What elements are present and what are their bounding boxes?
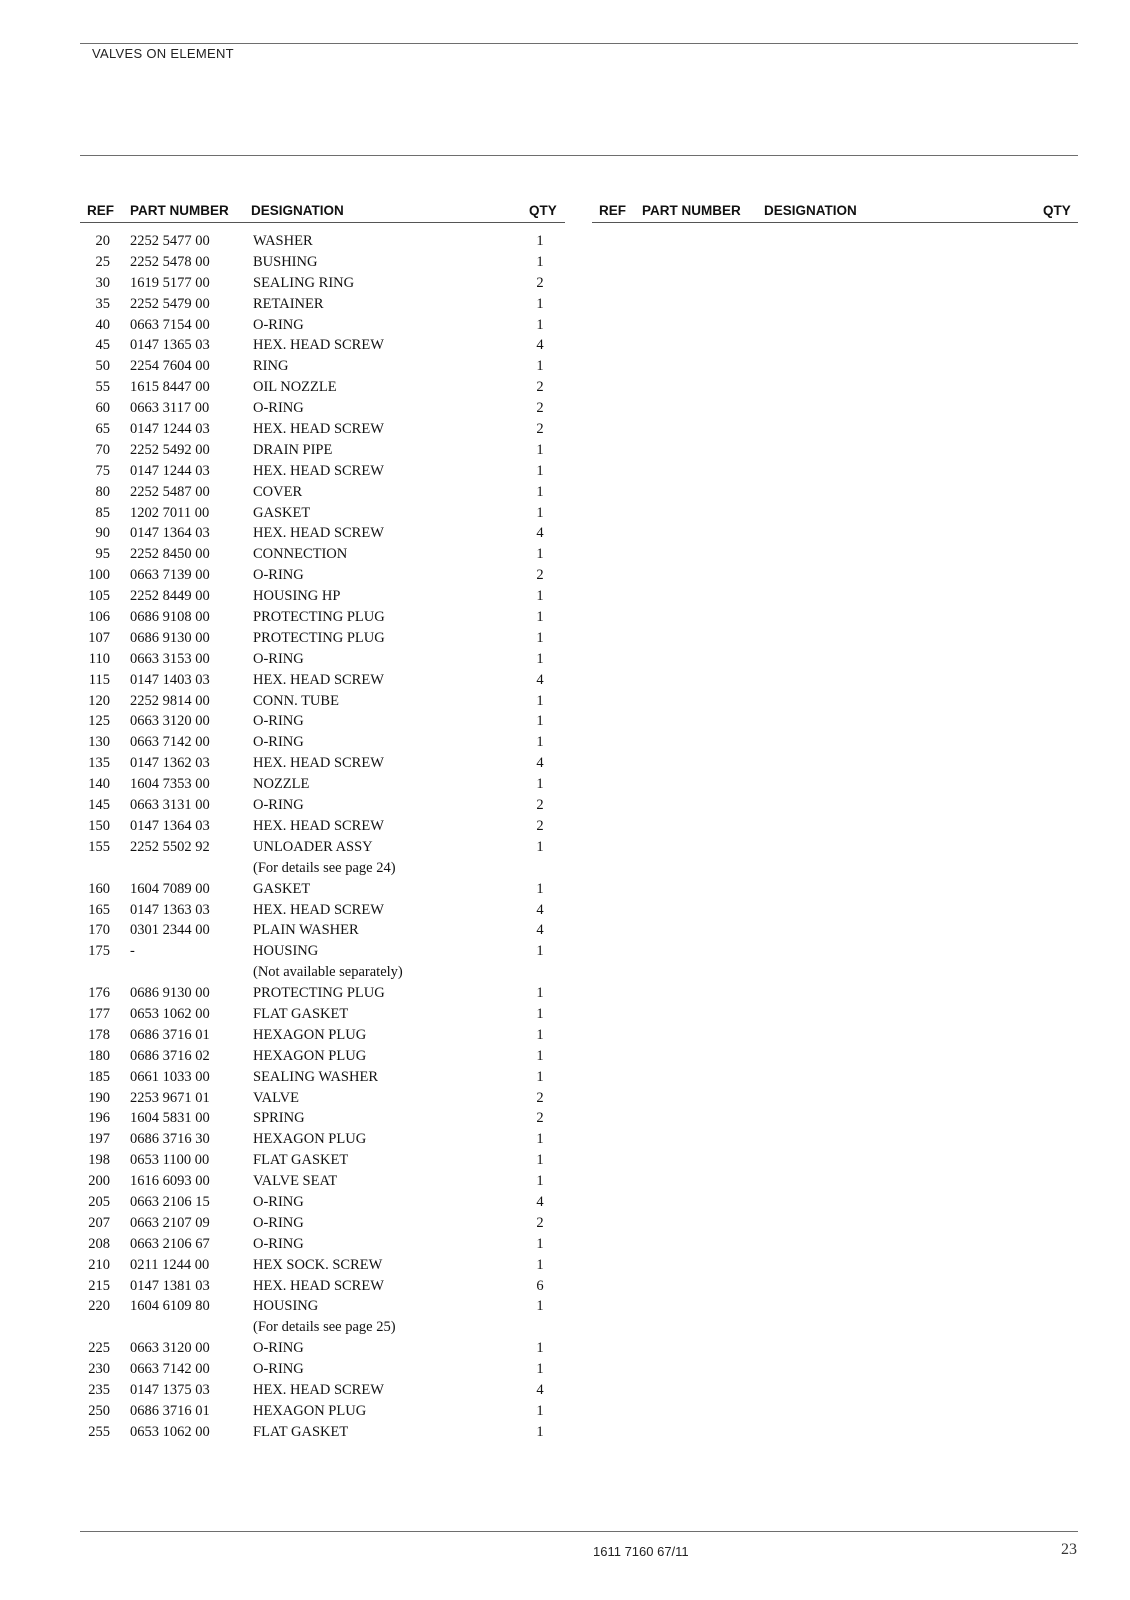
table-row (0, 693, 600, 714)
part-number-cell: 0663 7142 00 (130, 734, 210, 751)
part-number-cell: 0147 1362 03 (130, 755, 210, 772)
part-number-cell: 0686 3716 01 (130, 1402, 210, 1419)
designation-cell: VALVE SEAT (253, 1173, 338, 1190)
parts-list (0, 233, 600, 1445)
qty-cell: 2 (536, 797, 544, 814)
qty-cell: 1 (536, 1005, 544, 1022)
ref-cell: 155 (88, 838, 110, 855)
qty-cell: 1 (536, 1256, 544, 1273)
ref-cell: 125 (88, 713, 110, 730)
table-row (0, 713, 600, 734)
part-number-cell: - (130, 943, 135, 960)
qty-cell: 1 (536, 441, 544, 458)
qty-cell: 1 (536, 609, 544, 626)
designation-cell: O-RING (253, 1361, 304, 1378)
part-number-cell: 2252 5487 00 (130, 483, 210, 500)
section-title: VALVES ON ELEMENT (92, 46, 234, 61)
ref-cell: 230 (88, 1361, 110, 1378)
table-row (0, 609, 600, 630)
table-row (0, 484, 600, 505)
ref-cell: 105 (88, 588, 110, 605)
table-row (0, 317, 600, 338)
table-row (0, 1069, 600, 1090)
ref-cell: 160 (88, 880, 110, 897)
qty-cell: 4 (536, 525, 544, 542)
table-row (0, 797, 600, 818)
header-divider (80, 155, 1078, 156)
designation-cell: O-RING (253, 1214, 304, 1231)
designation-cell: FLAT GASKET (253, 1005, 349, 1022)
part-number-cell: 0663 3131 00 (130, 797, 210, 814)
designation-cell: DRAIN PIPE (253, 441, 333, 458)
qty-cell: 4 (536, 671, 544, 688)
designation-cell: PROTECTING PLUG (253, 609, 385, 626)
part-number-cell: 0663 3153 00 (130, 650, 210, 667)
table-row (0, 860, 600, 881)
col-qty-header-right: QTY (1043, 203, 1071, 218)
table-row (0, 1215, 600, 1236)
part-number-cell: 0661 1033 00 (130, 1068, 210, 1085)
part-number-cell: 2252 5479 00 (130, 295, 210, 312)
table-row (0, 1257, 600, 1278)
designation-cell: VALVE (253, 1089, 299, 1106)
part-number-cell: 0663 3120 00 (130, 713, 210, 730)
qty-cell: 1 (536, 629, 544, 646)
qty-cell: 4 (536, 922, 544, 939)
ref-cell: 175 (88, 943, 110, 960)
designation-cell: OIL NOZZLE (253, 379, 337, 396)
table-row (0, 985, 600, 1006)
ref-cell: 140 (88, 776, 110, 793)
ref-cell: 20 (95, 233, 110, 249)
qty-cell: 4 (536, 1193, 544, 1210)
designation-cell: O-RING (253, 734, 304, 751)
footer-rule (80, 1531, 1078, 1532)
ref-cell: 110 (88, 650, 110, 667)
designation-cell: O-RING (253, 316, 304, 333)
ref-cell: 85 (95, 504, 110, 521)
table-row (0, 358, 600, 379)
designation-cell: PROTECTING PLUG (253, 629, 385, 646)
part-number-cell: 1604 5831 00 (130, 1110, 210, 1127)
designation-cell: O-RING (253, 1235, 304, 1252)
qty-cell: 1 (536, 1152, 544, 1169)
ref-cell: 176 (88, 985, 110, 1002)
designation-cell: HEX. HEAD SCREW (253, 755, 384, 772)
designation-cell: SEALING WASHER (253, 1068, 378, 1085)
designation-cell: HEX. HEAD SCREW (253, 1277, 384, 1294)
designation-cell: HEXAGON PLUG (253, 1131, 367, 1148)
designation-cell: PROTECTING PLUG (253, 985, 385, 1002)
designation-cell: O-RING (253, 400, 304, 417)
designation-cell: COVER (253, 483, 303, 500)
table-row (0, 818, 600, 839)
col-part-number-header-right: PART NUMBER (642, 203, 741, 218)
designation-cell: HOUSING (253, 1298, 319, 1315)
ref-cell: 165 (88, 901, 110, 918)
table-row (0, 630, 600, 651)
table-row (0, 463, 600, 484)
qty-cell: 1 (536, 1235, 544, 1252)
table-row (0, 651, 600, 672)
designation-cell: SEALING RING (253, 274, 355, 291)
table-row (0, 1236, 600, 1257)
ref-cell: 177 (88, 1005, 110, 1022)
ref-cell: 207 (88, 1214, 110, 1231)
part-number-cell: 0301 2344 00 (130, 922, 210, 939)
part-number-cell: 0663 3120 00 (130, 1340, 210, 1357)
table-row (0, 275, 600, 296)
qty-cell: 1 (536, 546, 544, 563)
qty-cell: 4 (536, 755, 544, 772)
document-number: 1611 7160 67/11 (593, 1544, 689, 1559)
part-number-cell: 0147 1403 03 (130, 671, 210, 688)
right-header-underline (592, 222, 1078, 223)
left-header-underline (80, 222, 565, 223)
table-row (0, 1278, 600, 1299)
table-row (0, 1173, 600, 1194)
part-number-cell: 2252 5492 00 (130, 441, 210, 458)
part-number-cell: 1604 7089 00 (130, 880, 210, 897)
col-ref-header-right: REF (599, 203, 626, 218)
part-number-cell: 0147 1363 03 (130, 901, 210, 918)
designation-cell: SPRING (253, 1110, 305, 1127)
ref-cell: 150 (88, 817, 110, 834)
part-number-cell: 1616 6093 00 (130, 1173, 210, 1190)
part-number-cell: 0147 1365 03 (130, 337, 210, 354)
table-row (0, 922, 600, 943)
designation-cell: UNLOADER ASSY (253, 838, 373, 855)
table-row (0, 525, 600, 546)
qty-cell: 1 (536, 1026, 544, 1043)
ref-cell: 30 (95, 274, 110, 291)
qty-cell: 1 (536, 504, 544, 521)
designation-cell: HEX. HEAD SCREW (253, 671, 384, 688)
table-row (0, 505, 600, 526)
page-number: 23 (1061, 1541, 1077, 1558)
designation-cell: HEX. HEAD SCREW (253, 525, 384, 542)
table-row (0, 1090, 600, 1111)
ref-cell: 130 (88, 734, 110, 751)
ref-cell: 208 (88, 1235, 110, 1252)
designation-cell: HOUSING (253, 943, 319, 960)
designation-cell: HEX. HEAD SCREW (253, 901, 384, 918)
ref-cell: 215 (88, 1277, 110, 1294)
qty-cell: 1 (536, 880, 544, 897)
table-row (0, 943, 600, 964)
col-ref-header: REF (87, 203, 114, 218)
top-rule (80, 43, 1078, 44)
part-number-cell: 2252 5502 92 (130, 838, 210, 855)
qty-cell: 1 (536, 295, 544, 312)
designation-cell: PLAIN WASHER (253, 922, 359, 939)
designation-cell: O-RING (253, 713, 304, 730)
part-number-cell: 1604 7353 00 (130, 776, 210, 793)
ref-cell: 25 (95, 253, 110, 270)
designation-cell: O-RING (253, 797, 304, 814)
ref-cell: 210 (88, 1256, 110, 1273)
designation-cell: (Not available separately) (253, 964, 403, 981)
col-qty-header: QTY (529, 203, 557, 218)
qty-cell: 1 (536, 316, 544, 333)
designation-cell: HEXAGON PLUG (253, 1047, 367, 1064)
ref-cell: 55 (95, 379, 110, 396)
table-row (0, 964, 600, 985)
ref-cell: 120 (88, 692, 110, 709)
qty-cell: 2 (536, 400, 544, 417)
part-number-cell: 2252 5477 00 (130, 233, 210, 249)
qty-cell: 1 (536, 713, 544, 730)
qty-cell: 1 (536, 838, 544, 855)
designation-cell: CONNECTION (253, 546, 348, 563)
ref-cell: 255 (88, 1423, 110, 1440)
ref-cell: 225 (88, 1340, 110, 1357)
table-row (0, 1319, 600, 1340)
qty-cell: 2 (536, 567, 544, 584)
ref-cell: 35 (95, 295, 110, 312)
designation-cell: HOUSING HP (253, 588, 341, 605)
table-row (0, 1131, 600, 1152)
part-number-cell: 0663 3117 00 (130, 400, 210, 417)
table-row (0, 379, 600, 400)
qty-cell: 1 (536, 483, 544, 500)
ref-cell: 45 (95, 337, 110, 354)
part-number-cell: 0686 9130 00 (130, 985, 210, 1002)
table-row (0, 254, 600, 275)
col-designation-header: DESIGNATION (251, 203, 344, 218)
qty-cell: 2 (536, 1110, 544, 1127)
table-row (0, 337, 600, 358)
designation-cell: RETAINER (253, 295, 324, 312)
qty-cell: 2 (536, 1089, 544, 1106)
part-number-cell: 0147 1364 03 (130, 817, 210, 834)
ref-cell: 135 (88, 755, 110, 772)
table-row (0, 1152, 600, 1173)
qty-cell: 1 (536, 1361, 544, 1378)
part-number-cell: 2252 9814 00 (130, 692, 210, 709)
table-row (0, 1048, 600, 1069)
part-number-cell: 2254 7604 00 (130, 358, 210, 375)
designation-cell: NOZZLE (253, 776, 310, 793)
table-row (0, 588, 600, 609)
part-number-cell: 0653 1100 00 (130, 1152, 210, 1169)
part-number-cell: 0663 7139 00 (130, 567, 210, 584)
ref-cell: 185 (88, 1068, 110, 1085)
designation-cell: FLAT GASKET (253, 1423, 349, 1440)
ref-cell: 80 (95, 483, 110, 500)
designation-cell: O-RING (253, 650, 304, 667)
qty-cell: 1 (536, 588, 544, 605)
part-number-cell: 2253 9671 01 (130, 1089, 210, 1106)
part-number-cell: 2252 8449 00 (130, 588, 210, 605)
ref-cell: 106 (88, 609, 110, 626)
designation-cell: O-RING (253, 567, 304, 584)
table-row (0, 776, 600, 797)
table-row (0, 755, 600, 776)
designation-cell: HEX. HEAD SCREW (253, 421, 384, 438)
ref-cell: 220 (88, 1298, 110, 1315)
part-number-cell: 0686 3716 01 (130, 1026, 210, 1043)
designation-cell: HEX. HEAD SCREW (253, 462, 384, 479)
ref-cell: 196 (88, 1110, 110, 1127)
designation-cell: (For details see page 24) (253, 859, 396, 876)
qty-cell: 2 (536, 817, 544, 834)
ref-cell: 65 (95, 421, 110, 438)
ref-cell: 145 (88, 797, 110, 814)
qty-cell: 1 (536, 1173, 544, 1190)
table-row (0, 1006, 600, 1027)
table-row (0, 672, 600, 693)
designation-cell: FLAT GASKET (253, 1152, 349, 1169)
table-row (0, 1361, 600, 1382)
ref-cell: 60 (95, 400, 110, 417)
part-number-cell: 0653 1062 00 (130, 1423, 210, 1440)
designation-cell: GASKET (253, 880, 311, 897)
part-number-cell: 1604 6109 80 (130, 1298, 210, 1315)
ref-cell: 205 (88, 1193, 110, 1210)
qty-cell: 1 (536, 233, 544, 249)
table-row (0, 1382, 600, 1403)
table-row (0, 902, 600, 923)
part-number-cell: 0147 1244 03 (130, 421, 210, 438)
part-number-cell: 1619 5177 00 (130, 274, 210, 291)
table-row (0, 839, 600, 860)
ref-cell: 70 (95, 441, 110, 458)
qty-cell: 1 (536, 734, 544, 751)
ref-cell: 100 (88, 567, 110, 584)
qty-cell: 1 (536, 462, 544, 479)
designation-cell: HEX. HEAD SCREW (253, 337, 384, 354)
qty-cell: 2 (536, 379, 544, 396)
table-row (0, 1194, 600, 1215)
table-row (0, 421, 600, 442)
part-number-cell: 0686 9108 00 (130, 609, 210, 626)
ref-cell: 115 (88, 671, 110, 688)
part-number-cell: 0663 2106 67 (130, 1235, 210, 1252)
qty-cell: 1 (536, 1340, 544, 1357)
ref-cell: 235 (88, 1381, 110, 1398)
table-row (0, 442, 600, 463)
part-number-cell: 0686 3716 30 (130, 1131, 210, 1148)
part-number-cell: 0663 2107 09 (130, 1214, 210, 1231)
part-number-cell: 0663 7142 00 (130, 1361, 210, 1378)
qty-cell: 2 (536, 274, 544, 291)
table-row (0, 296, 600, 317)
table-row (0, 1340, 600, 1361)
designation-cell: GASKET (253, 504, 311, 521)
qty-cell: 1 (536, 1402, 544, 1419)
designation-cell: WASHER (253, 233, 313, 249)
qty-cell: 2 (536, 1214, 544, 1231)
part-number-cell: 0686 9130 00 (130, 629, 210, 646)
qty-cell: 1 (536, 692, 544, 709)
designation-cell: HEX. HEAD SCREW (253, 1381, 384, 1398)
part-number-cell: 2252 5478 00 (130, 253, 210, 270)
col-part-number-header: PART NUMBER (130, 203, 229, 218)
qty-cell: 1 (536, 943, 544, 960)
designation-cell: BUSHING (253, 253, 318, 270)
designation-cell: HEXAGON PLUG (253, 1402, 367, 1419)
part-number-cell: 1615 8447 00 (130, 379, 210, 396)
designation-cell: CONN. TUBE (253, 692, 339, 709)
designation-cell: (For details see page 25) (253, 1319, 396, 1336)
part-number-cell: 0147 1244 03 (130, 462, 210, 479)
qty-cell: 1 (536, 776, 544, 793)
ref-cell: 50 (95, 358, 110, 375)
part-number-cell: 0211 1244 00 (130, 1256, 210, 1273)
qty-cell: 1 (536, 1131, 544, 1148)
ref-cell: 90 (95, 525, 110, 542)
qty-cell: 1 (536, 1423, 544, 1440)
part-number-cell: 0653 1062 00 (130, 1005, 210, 1022)
part-number-cell: 1202 7011 00 (130, 504, 210, 521)
designation-cell: RING (253, 358, 289, 375)
qty-cell: 1 (536, 1068, 544, 1085)
designation-cell: HEXAGON PLUG (253, 1026, 367, 1043)
table-row (0, 567, 600, 588)
ref-cell: 40 (95, 316, 110, 333)
ref-cell: 250 (88, 1402, 110, 1419)
part-number-cell: 0663 7154 00 (130, 316, 210, 333)
ref-cell: 170 (88, 922, 110, 939)
ref-cell: 197 (88, 1131, 110, 1148)
col-designation-header-right: DESIGNATION (764, 203, 857, 218)
qty-cell: 1 (536, 650, 544, 667)
ref-cell: 200 (88, 1173, 110, 1190)
table-row (0, 1298, 600, 1319)
table-row (0, 1424, 600, 1445)
part-number-cell: 0663 2106 15 (130, 1193, 210, 1210)
designation-cell: O-RING (253, 1340, 304, 1357)
qty-cell: 1 (536, 985, 544, 1002)
table-row (0, 400, 600, 421)
qty-cell: 4 (536, 901, 544, 918)
qty-cell: 4 (536, 337, 544, 354)
ref-cell: 95 (95, 546, 110, 563)
qty-cell: 2 (536, 421, 544, 438)
table-row (0, 734, 600, 755)
table-row (0, 1027, 600, 1048)
qty-cell: 6 (536, 1277, 544, 1294)
qty-cell: 1 (536, 1298, 544, 1315)
ref-cell: 178 (88, 1026, 110, 1043)
table-row (0, 233, 600, 254)
designation-cell: O-RING (253, 1193, 304, 1210)
ref-cell: 198 (88, 1152, 110, 1169)
table-row (0, 881, 600, 902)
ref-cell: 190 (88, 1089, 110, 1106)
part-number-cell: 0147 1364 03 (130, 525, 210, 542)
part-number-cell: 0147 1375 03 (130, 1381, 210, 1398)
part-number-cell: 0147 1381 03 (130, 1277, 210, 1294)
ref-cell: 107 (88, 629, 110, 646)
designation-cell: HEX. HEAD SCREW (253, 817, 384, 834)
ref-cell: 75 (95, 462, 110, 479)
table-row (0, 1403, 600, 1424)
qty-cell: 1 (536, 253, 544, 270)
qty-cell: 1 (536, 1047, 544, 1064)
qty-cell: 1 (536, 358, 544, 375)
ref-cell: 180 (88, 1047, 110, 1064)
qty-cell: 4 (536, 1381, 544, 1398)
part-number-cell: 2252 8450 00 (130, 546, 210, 563)
part-number-cell: 0686 3716 02 (130, 1047, 210, 1064)
designation-cell: HEX SOCK. SCREW (253, 1256, 383, 1273)
table-row (0, 546, 600, 567)
table-row (0, 1110, 600, 1131)
